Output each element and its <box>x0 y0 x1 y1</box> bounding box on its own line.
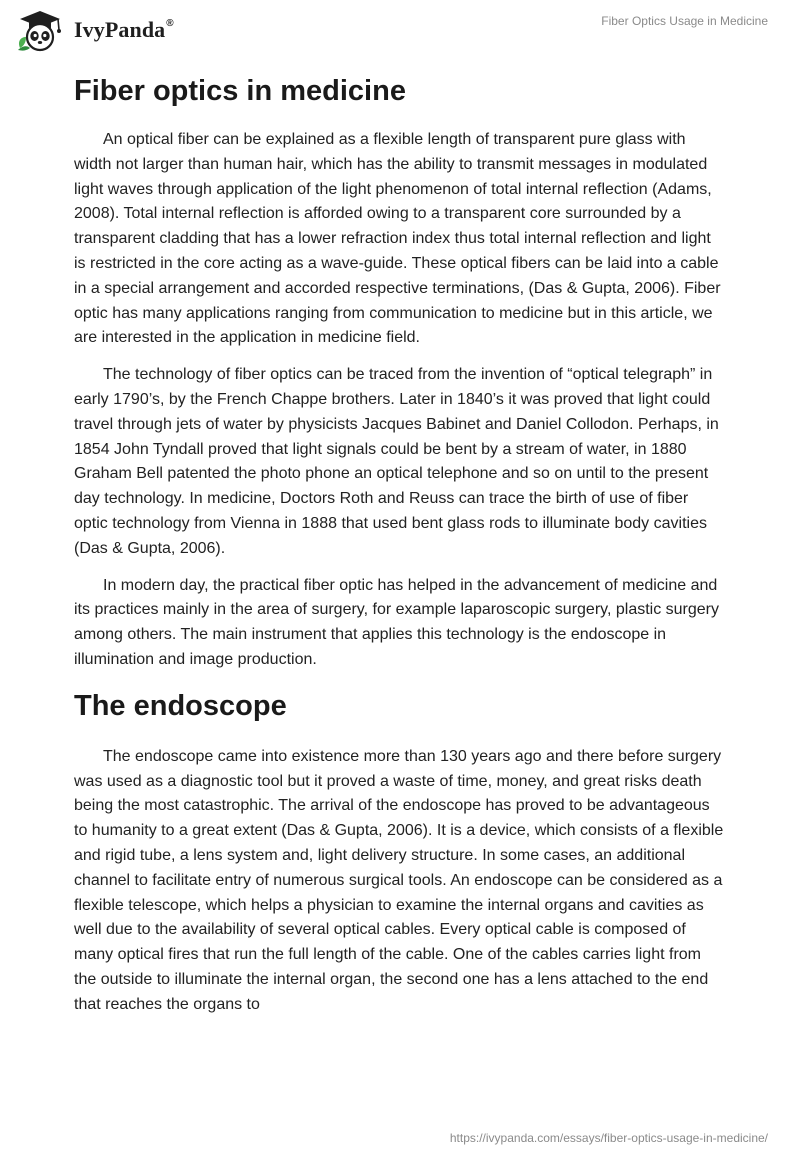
ivypanda-logo[interactable] <box>14 8 174 52</box>
paragraph: The endoscope came into existence more than 130 years ago and there before surgery was used as a diagnostic tool but it proved a waste of time, money, and great risks death being the most catastrophic. The arrival of the endoscope has proved to be advantageous to humanity to a great extent (Das & Gupta, 2006). It is a device, which consists of a flexible and rigid tube, a lens system and, light delivery structure. In some cases, an additional channel to facilitate entry of numerous surgical tools. An endoscope can be considered as a flexible telescope, which helps a physician to examine the internal organs and cavities as well due to the availability of several optical cables. Every optical cable is composed of many optical fires that run the full length of the cable. One of the cables carries light from the outside to illuminate the internal organ, the second one has a lens attached to the end that reaches the organs to <box>74 747 724 1013</box>
document-title: Fiber Optics Usage in Medicine <box>601 14 768 28</box>
paragraph: An optical fiber can be explained as a flexible length of transparent pure glass with width not larger than human hair, which has the ability to transmit messages in modulated light waves through application of the light phenomenon of total internal reflection (Adams, 2008). Total internal reflection is afforded owing to a transparent core surrounded by a transparent cladding that has a lower refraction index thus total internal reflection and light is restricted in the core acting as a wave-guide. These optical fibers can be laid into a cable in a special arrangement and accorded respective terminations, (Das & Gupta, 2006). Fiber optic has many applications ranging from communication to medicine but in this article, we are interested in the application in medicine field. <box>74 131 721 347</box>
page-header <box>0 0 800 60</box>
paragraph: In modern day, the practical fiber optic has helped in the advancement of medicine and its practices mainly in the area of surgery, for example laparoscopic surgery, plastic surgery among others. The main instrument that applies this technology is the endoscope in illumination and image production. <box>74 576 720 668</box>
article-body <box>74 72 726 1030</box>
source-url[interactable]: https://ivypanda.com/essays/fiber-optics-usage-in-medicine/ <box>449 1131 768 1145</box>
brand-name: IvyPanda® <box>74 17 174 42</box>
paragraph: The technology of fiber optics can be traced from the invention of “optical telegraph” in early 1790’s, by the French Chappe brothers. Later in 1840’s it was proved that light could travel through jets of water by physicists Jacques Babinet and Daniel Collodon. Perhaps, in 1854 John Tyndall proved that light signals could be bent by a stream of water, in 1880 Graham Bell patented the photo phone an optical telephone and so on until to the present day technology. In medicine, Doctors Roth and Reuss can trace the birth of use of fiber optic technology from Vienna in 1888 that used bent glass rods to illuminate body cavities (Das & Gupta, 2006). <box>74 366 719 557</box>
panda-logo-icon <box>14 8 70 52</box>
section-heading: The endoscope <box>74 689 287 722</box>
registered-mark: ® <box>166 17 174 29</box>
section-heading: Fiber optics in medicine <box>74 75 406 107</box>
